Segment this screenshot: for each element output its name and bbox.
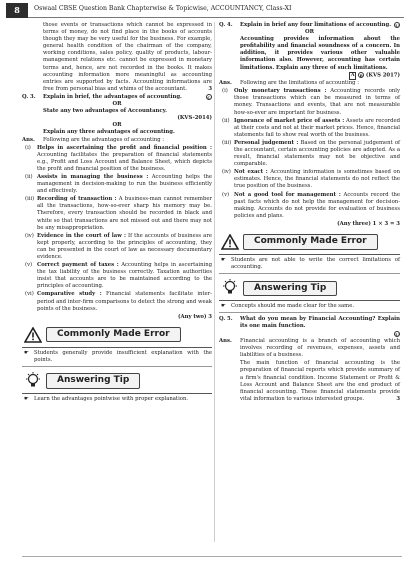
source-ref: (KVS-2014) (177, 115, 212, 122)
list-item: (i) Only monetary transactions : Accounting records only those transactions which can be measured in terms of money. Transactions and events, that are not measurable how-so-ever are important for business. (222, 88, 400, 116)
or-separator: OR (112, 122, 122, 129)
list-item: (iv) Evidence in the court of law : If the accounts of business are kept properly, according to the principles of accounting, they can be presented in the court of law as necessary documentary evidence. (25, 232, 212, 260)
alt-question: State any two advantages of Accountancy. (43, 108, 167, 115)
warning-icon (22, 325, 44, 345)
question-text: Explain in brief, the advantages of accounting. (43, 93, 182, 100)
answer-para: Ans. Financial accounting is a branch of accounting which involves recording of revenues, expenses, assets and liabilities of a business. (219, 338, 400, 359)
list-item: (v) Not a good tool for management : Accounts record the past facts which do not help the management for decision-making. Accounts do not provide for evaluation of business policies and plans. (222, 191, 400, 219)
list-item: (iii) Recording of transaction : A business-man cannot remember all the transactions, how-so-ever sharp his memory may be. Therefore, every transaction should be recorded in black and white so that transactions are not missed out and there may not be any misappropriation. (25, 196, 212, 231)
box-rule (219, 254, 400, 255)
or-separator: OR (304, 29, 315, 36)
list-item: (iv) Not exact : Accounting information is sometimes based on estimates. Hence, the financial statements do not reflect the true position of the business. (222, 169, 400, 190)
warning-icon (219, 232, 241, 252)
box-rule (219, 273, 400, 274)
box-rule (22, 366, 212, 367)
tip-box-header (22, 371, 212, 391)
list-item: (vi) Comparative study : Financial statements facilitate inter-period and inter-firm comparisons to detect the strong and weak points of the business. (25, 291, 213, 312)
tip-box-title: Answering Tip (46, 373, 140, 388)
source-ref: (KVS 2017) (365, 72, 400, 79)
answer-para: The main function of financial accounting is the preparation of financial reports which provide summary of a firm's financial condition. Income Statement or Profit & Loss Account and Balance Sheet are the end product of financial accounting. These financial statements provide vital information to various interested groups. 3 (240, 360, 400, 402)
error-box-header (22, 325, 212, 345)
page-number: 8 (14, 5, 20, 15)
tip-box-header (219, 278, 400, 298)
question-4 (219, 22, 400, 29)
alt-question: Explain any three advantages of accounting. (43, 129, 175, 136)
q5-icon-row (219, 331, 400, 339)
marks-label: 3 (396, 395, 400, 402)
question-5 (219, 316, 400, 330)
tag-a-icon: A (350, 73, 355, 79)
box-rule (219, 300, 400, 301)
lightbulb-icon (22, 371, 44, 391)
list-item: (iii) Personal judgement : Based on the personal judgement of the accountant, certain accounting policies are adopted. As a result, financial statements may not be objective and comparable. (222, 139, 400, 168)
header-rule (28, 17, 404, 18)
right-column (219, 22, 400, 404)
box-rule (219, 312, 400, 313)
question-3 (22, 94, 212, 101)
footer-rule (22, 556, 402, 557)
error-box-title: Commonly Made Error (243, 234, 378, 249)
list-item: (i) Helps in ascertaining the profit and financial position : Accounting facilitates the preparation of financial statements e.g., Profit and Loss Account and Balance Sheet, which depicts the profit and financial position of the business. (25, 144, 212, 172)
tip-box-item: ☛ Concepts should me made clear for the same. (221, 303, 355, 310)
pointer-icon: ☛ (221, 303, 226, 310)
error-box-title: Commonly Made Error (46, 327, 181, 342)
answer-intro: Ans. Following are the limitations of accounting : (219, 80, 359, 87)
alt-question: Accounting provides information about the profitability and financial soundness of a concern. In addition, it provides various other valuable information also. However, accounting has certain limitations. Explain any three of such limitations. (240, 36, 400, 71)
tip-box-title: Answering Tip (243, 281, 337, 296)
question-text: What do you mean by Financial Accounting? Explain its one main function. (240, 316, 400, 330)
or-separator: OR (112, 101, 122, 108)
continued-paragraph: those events or transactions which cannot be expressed in terms of money, do not find place in the books of accounts though they may be very useful for the business. For example, general health condition of the chairman of the company, working conditions, sales policy, quality of products, labour-management relations etc. cannot be expressed in monetary terms and, hence, are not recorded in the books. It makes accounting information more meaningful as accounting entries are supported by facts. Accounting informations are free from personal bias and whims of the accountant. 3 (43, 22, 212, 92)
box-rule (22, 347, 212, 348)
answer-intro: Ans. Following are the advantages of accounting : (22, 136, 165, 143)
tags-row (219, 72, 400, 81)
column-divider (214, 22, 215, 542)
error-box-item: ☛ Students are not able to write the correct limitations of accounting. (221, 257, 400, 271)
understand-icon: U (395, 23, 399, 28)
pointer-icon: ☛ (24, 349, 29, 356)
pointer-icon: ☛ (24, 396, 29, 403)
question-number: Q. 4. (219, 22, 233, 28)
error-box-header (219, 232, 400, 252)
question-number: Q. 5. (219, 316, 233, 323)
question-text: Explain in brief any four limitations of accounting. (240, 22, 392, 28)
continued-mark: 3 (208, 85, 212, 92)
tag-r-icon: R (359, 72, 363, 78)
page-number-box (6, 3, 28, 18)
pointer-icon: ☛ (221, 257, 226, 264)
tip-box-item: ☛ Learn the advantages pointwise with proper explanation. (24, 396, 189, 403)
list-item: (ii) Ignorance of market price of assets : Assets are recorded at their costs and not at their market prices. Hence, financial statements fail to show real worth of the business. (222, 117, 400, 138)
create-icon: C (207, 94, 211, 100)
error-box-item: ☛ Students generally provide insufficient explanation with the points. (24, 349, 212, 363)
running-title: Oswaal CBSE Question Bank Chapterwise & Topicwise, ACCOUNTANCY, Class-XI (34, 5, 292, 12)
page-header (0, 0, 416, 20)
box-rule (22, 393, 212, 394)
question-number: Q. 3. (22, 93, 36, 100)
understand-icon: U (395, 331, 399, 337)
marks-label: (Any two) 3 (178, 313, 212, 320)
list-item: (v) Correct payment of taxes : Accounting helps in ascertaining the tax liability of the business correctly. Taxation authorities insist that accounts are to be maintained according to the principles of accounting. (25, 262, 212, 290)
list-item: (ii) Assists in managing the business : Accounting helps the management in decision-making to run the business efficiently and effectively. (25, 173, 213, 195)
marks-label: (Any three) 1 × 3 = 3 (337, 220, 400, 227)
left-column (22, 22, 212, 403)
lightbulb-icon (219, 278, 241, 298)
